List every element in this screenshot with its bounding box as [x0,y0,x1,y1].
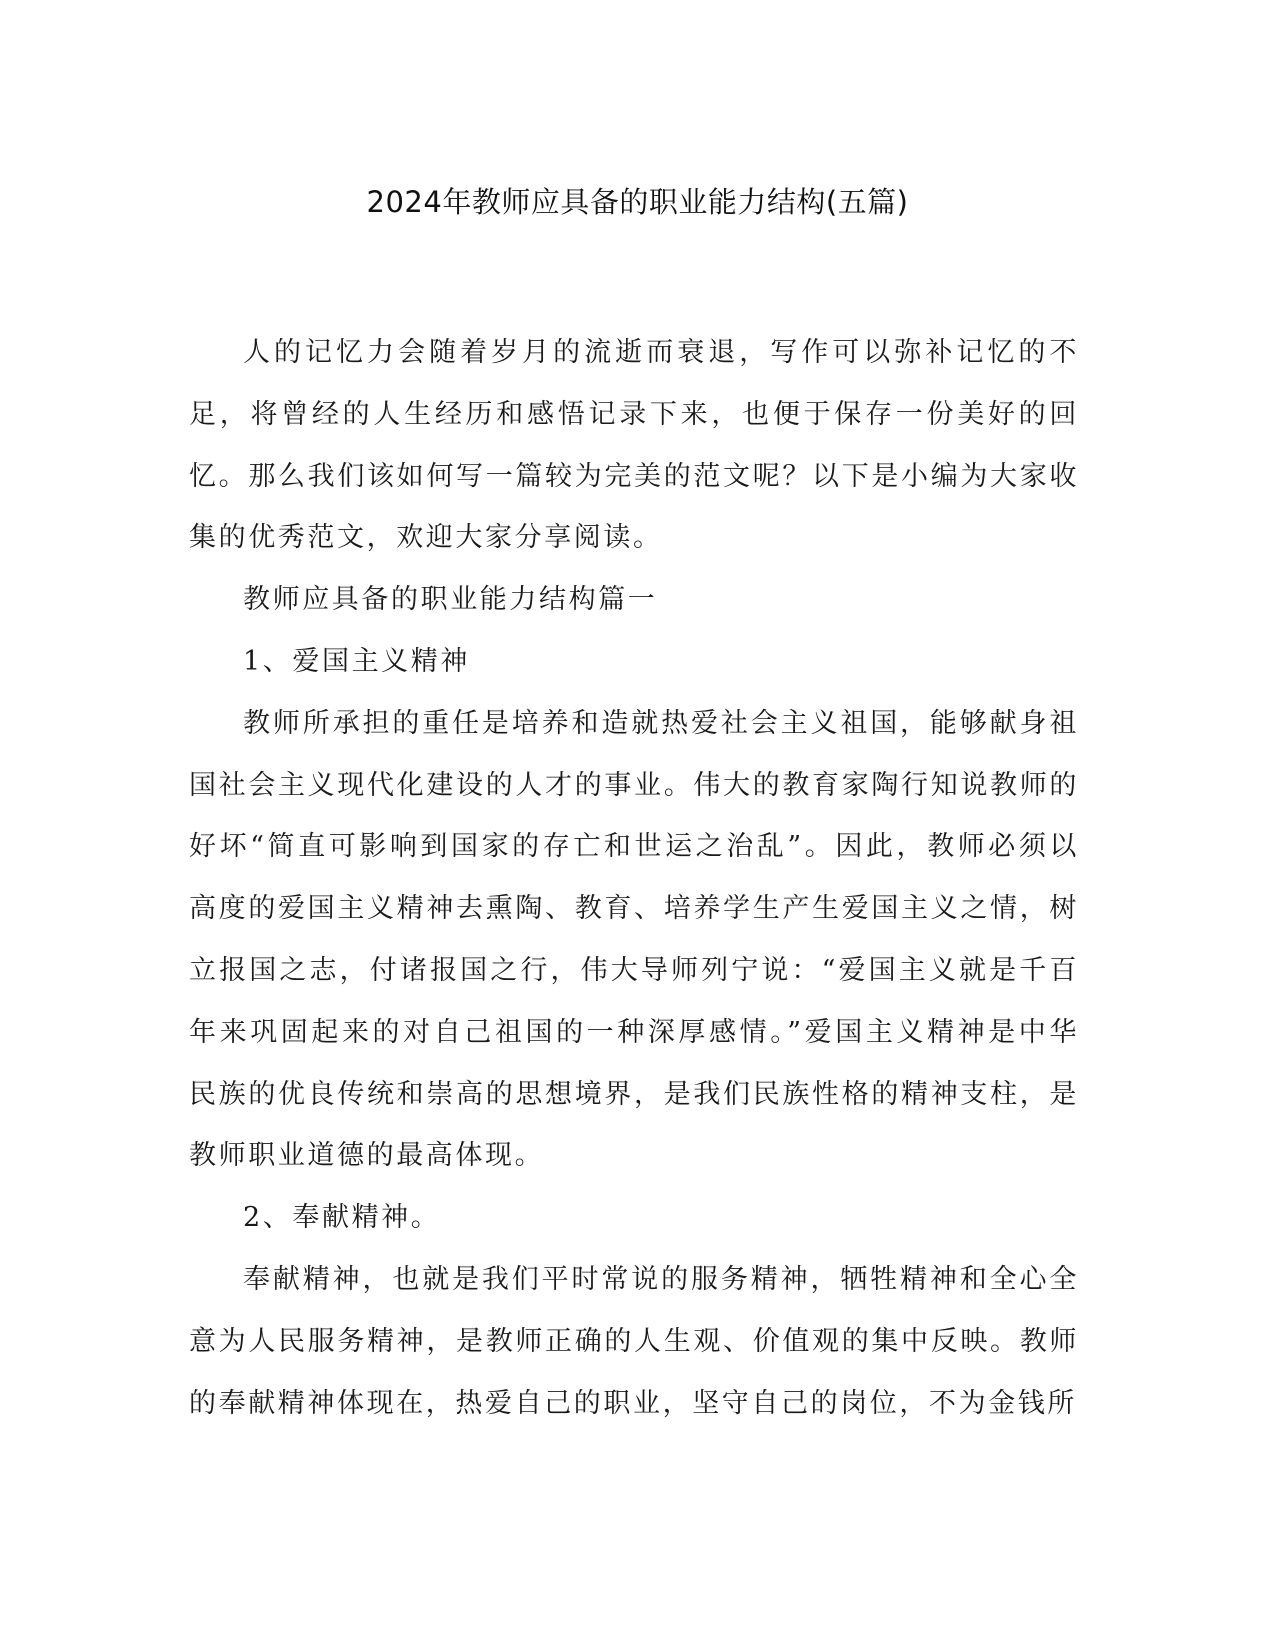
intro-paragraph: 人的记忆力会随着岁月的流逝而衰退，写作可以弥补记忆的不足，将曾经的人生经历和感悟记录下来，也便于保存一份美好的回忆。那么我们该如何写一篇较为完美的范文呢？以下是小编为大家收集的优秀范文，欢迎大家分享阅读。 [189,337,1079,554]
subheading-patriotism: 1、爱国主义精神 [243,645,470,677]
section-heading: 教师应具备的职业能力结构篇一 [243,584,658,616]
document-body [189,322,1079,1434]
patriotism-paragraph: 教师所承担的重任是培养和造就热爱社会主义祖国，能够献身祖国社会主义现代化建设的人才的事业。伟大的教育家陶行知说教师的好坏“简直可影响到国家的存亡和世运之治乱”。因此，教师必须以高度的爱国主义精神去熏陶、教育、培养学生产生爱国主义之情，树立报国之志，付诸报国之行，伟大导师列宁说：“爱国主义就是千百年来巩固起来的对自己祖国的一种深厚感情。”爱国主义精神是中华民族的优良传统和崇高的思想境界，是我们民族性格的精神支柱，是教师职业道德的最高体现。 [189,707,1079,1172]
dedication-paragraph: 奉献精神，也就是我们平时常说的服务精神，牺牲精神和全心全意为人民服务精神，是教师正确的人生观、价值观的集中反映。教师的奉献精神体现在，热爱自己的职业，坚守自己的岗位，不为金钱所 [189,1263,1079,1419]
document-title: 2024年教师应具备的职业能力结构(五篇) [366,185,909,219]
subheading-dedication: 2、奉献精神。 [243,1202,441,1234]
